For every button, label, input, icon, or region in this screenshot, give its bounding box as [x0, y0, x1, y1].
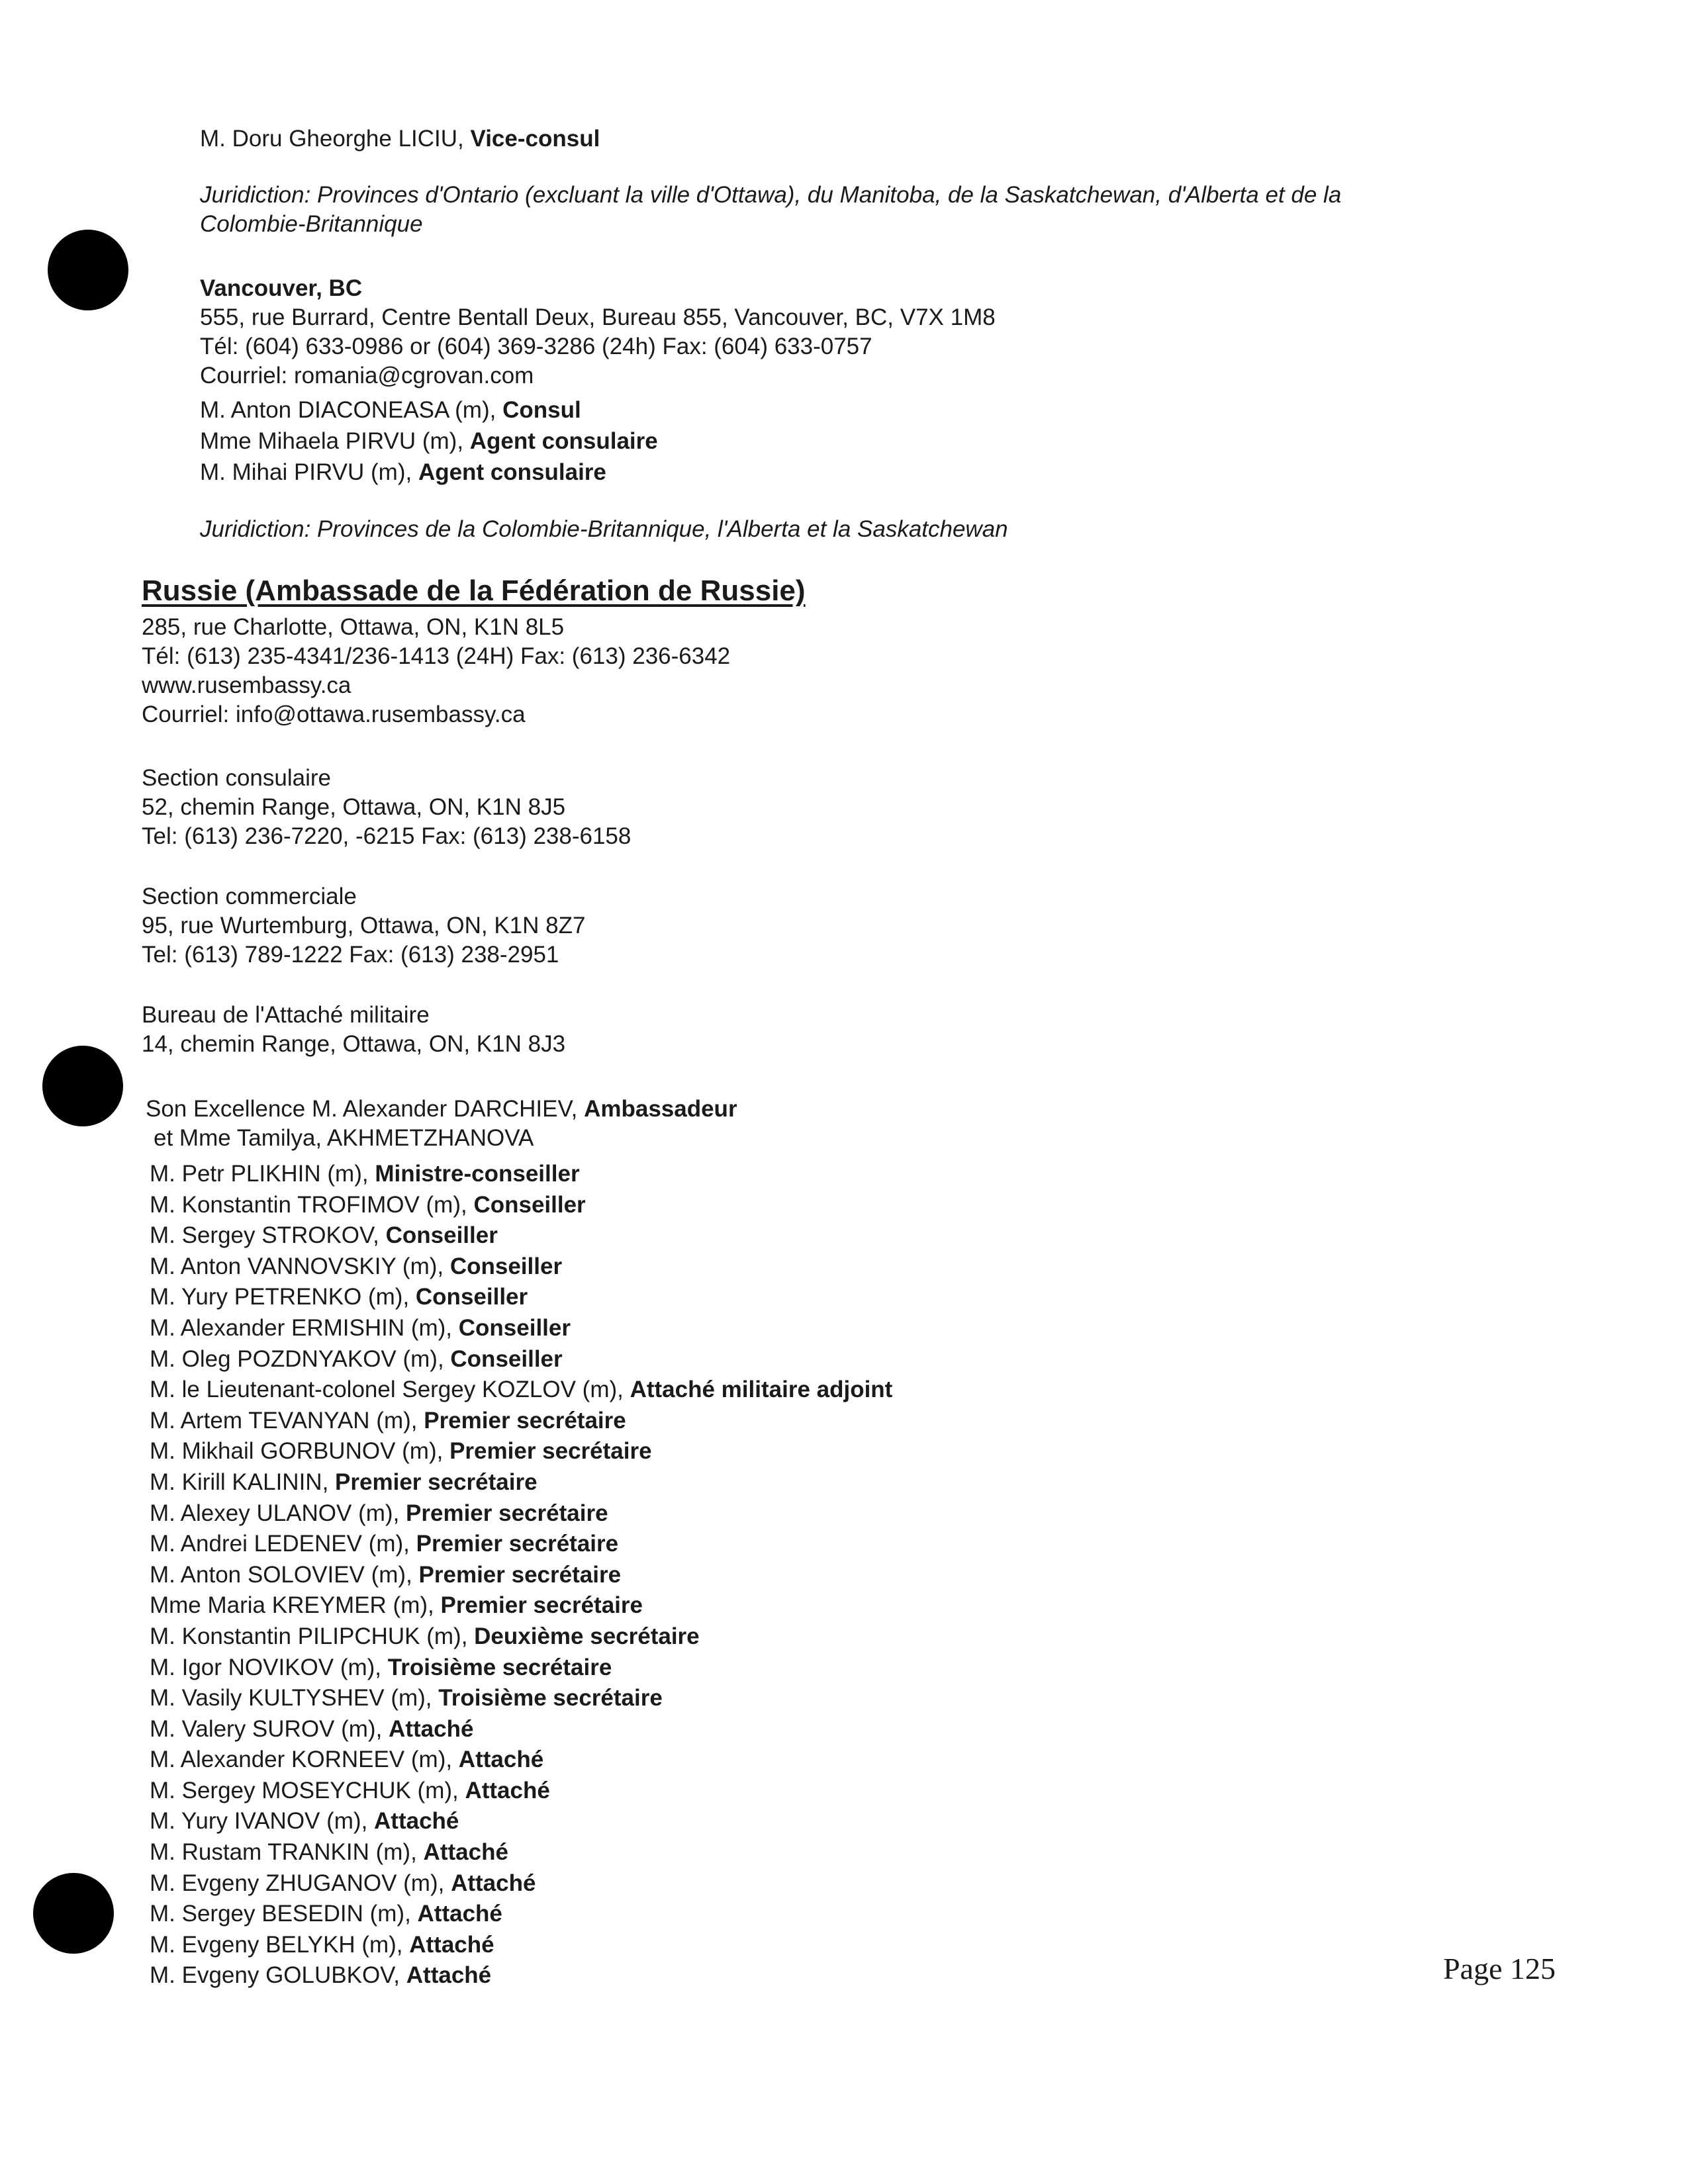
staff-name: M. Sergey MOSEYCHUK (m), — [150, 1777, 465, 1803]
staff-row — [150, 1621, 892, 1653]
staff-title: Agent consulaire — [418, 459, 606, 485]
staff-name: M. Evgeny ZHUGANOV (m), — [150, 1870, 451, 1896]
staff-row — [150, 1930, 892, 1961]
staff-title: Attaché — [406, 1962, 492, 1989]
staff-row — [150, 1683, 892, 1714]
staff-name: M. Doru Gheorghe LICIU, — [200, 126, 471, 152]
staff-title: Premier secrétaire — [449, 1438, 652, 1465]
staff-title: Premier secrétaire — [416, 1531, 619, 1557]
address: 555, rue Burrard, Centre Bentall Deux, Bureau 855, Vancouver, BC, V7X 1M8 — [200, 304, 996, 330]
punch-hole-middle — [42, 1046, 123, 1126]
jurisdiction-vancouver: Juridiction: Provinces de la Colombie-Britannique, l'Alberta et la Saskatchewan — [200, 516, 1008, 542]
staff-name: M. Vasily KULTYSHEV (m), — [150, 1685, 439, 1711]
punch-hole-top — [48, 230, 128, 310]
staff-name: M. Konstantin PILIPCHUK (m), — [150, 1623, 475, 1649]
staff-row — [150, 1375, 892, 1406]
staff-row — [150, 1868, 892, 1899]
staff-title: Agent consulaire — [469, 428, 658, 454]
page-number: Page 125 — [1443, 1952, 1556, 1985]
staff-row — [150, 1159, 892, 1190]
staff-row — [150, 1406, 892, 1437]
staff-name: M. Petr PLIKHIN (m), — [150, 1161, 375, 1187]
staff-row — [150, 1560, 892, 1591]
staff-title: Deuxième secrétaire — [474, 1623, 700, 1649]
staff-title: Attaché — [423, 1839, 508, 1866]
staff-name: M. Alexander KORNEEV (m), — [150, 1747, 459, 1773]
staff-title: Premier secrétaire — [424, 1407, 626, 1433]
staff-title: Conseiller — [458, 1314, 571, 1341]
vancouver-consulate — [200, 274, 996, 390]
staff-name: M. le Lieutenant-colonel Sergey KOZLOV (m), — [150, 1377, 630, 1403]
staff-row — [150, 1190, 892, 1221]
section-heading-russia: Russie (Ambassade de la Fédération de Russie) — [142, 574, 806, 607]
staff-title: Attaché militaire adjoint — [630, 1377, 893, 1403]
staff-name: M. Anton DIACONEASA (m), — [200, 397, 503, 423]
staff-row — [150, 1313, 892, 1344]
staff-title: Attaché — [374, 1808, 459, 1835]
jurisdiction-line: Colombie-Britannique — [200, 211, 423, 237]
staff-title: Conseiller — [415, 1284, 528, 1310]
phone: Tel: (613) 236-7220, -6215 Fax: (613) 238-6158 — [142, 823, 632, 849]
staff-title: Conseiller — [473, 1191, 586, 1218]
website: www.rusembassy.ca — [142, 672, 352, 698]
phone: Tél: (613) 235-4341/236-1413 (24H) Fax: (613) 236-6342 — [142, 643, 731, 669]
section-title: Bureau de l'Attaché militaire — [142, 1002, 430, 1028]
staff-row — [150, 1436, 892, 1467]
address: 285, rue Charlotte, Ottawa, ON, K1N 8L5 — [142, 614, 565, 640]
staff-title: Premier secrétaire — [406, 1500, 608, 1526]
staff-name: M. Yury PETRENKO (m), — [150, 1284, 416, 1310]
staff-list — [150, 1159, 892, 1991]
staff-row — [150, 1714, 892, 1745]
staff-name: M. Alexey ULANOV (m), — [150, 1500, 406, 1526]
staff-row — [150, 1251, 892, 1283]
staff-title: Premier secrétaire — [418, 1561, 622, 1588]
staff-row — [150, 1837, 892, 1868]
staff-title: Premier secrétaire — [440, 1592, 643, 1619]
staff-row — [150, 1806, 892, 1837]
staff-title: Ministre-conseiller — [375, 1161, 580, 1187]
staff-title: Attaché — [409, 1931, 494, 1958]
staff-title: Conseiller — [385, 1222, 498, 1249]
staff-name: Mme Mihaela PIRVU (m), — [200, 428, 470, 454]
staff-row — [150, 1282, 892, 1313]
staff-row — [150, 1590, 892, 1621]
section-title: Section consulaire — [142, 765, 331, 791]
jurisdiction-line: Juridiction: Provinces d'Ontario (excluant la ville d'Ottawa), du Manitoba, de la Saskatchewan, d'Alberta et de la — [200, 182, 1342, 208]
staff-title: Attaché — [417, 1901, 502, 1927]
staff-title: Conseiller — [449, 1253, 563, 1279]
staff-name: M. Sergey BESEDIN (m), — [150, 1901, 418, 1927]
staff-title: Attaché — [451, 1870, 536, 1896]
staff-name: M. Sergey STROKOV, — [150, 1222, 386, 1249]
staff-row — [150, 1529, 892, 1560]
staff-name: M. Konstantin TROFIMOV (m), — [150, 1191, 474, 1218]
address: 52, chemin Range, Ottawa, ON, K1N 8J5 — [142, 794, 566, 820]
staff-title: Conseiller — [450, 1345, 563, 1372]
jurisdiction-ontario — [200, 181, 1341, 239]
staff-title: Troisième secrétaire — [438, 1685, 663, 1711]
staff-row — [150, 1899, 892, 1930]
staff-title: Attaché — [389, 1715, 474, 1742]
staff-name: M. Evgeny GOLUBKOV, — [150, 1962, 406, 1989]
phone: Tél: (604) 633-0986 or (604) 369-3286 (24h) Fax: (604) 633-0757 — [200, 334, 872, 359]
staff-row — [150, 1653, 892, 1684]
staff-name: M. Evgeny BELYKH (m), — [150, 1931, 410, 1958]
city-heading: Vancouver, BC — [200, 275, 363, 301]
staff-title: Attaché — [458, 1747, 544, 1773]
phone: Tel: (613) 789-1222 Fax: (613) 238-2951 — [142, 942, 559, 968]
vice-consul-entry — [200, 124, 600, 154]
staff-title: Vice-consul — [470, 126, 600, 152]
address: 95, rue Wurtemburg, Ottawa, ON, K1N 8Z7 — [142, 913, 586, 938]
staff-name: M. Valery SUROV (m), — [150, 1715, 389, 1742]
staff-name: M. Igor NOVIKOV (m), — [150, 1654, 388, 1680]
staff-title: Attaché — [465, 1777, 550, 1803]
staff-name: M. Alexander ERMISHIN (m), — [150, 1314, 459, 1341]
staff-row — [150, 1960, 892, 1991]
staff-row — [150, 1344, 892, 1375]
staff-name: M. Mihai PIRVU (m), — [200, 459, 418, 485]
staff-title: Premier secrétaire — [335, 1469, 538, 1495]
staff-name: M. Anton SOLOVIEV (m), — [150, 1561, 419, 1588]
section-title: Section commerciale — [142, 884, 357, 909]
email: Courriel: romania@cgrovan.com — [200, 363, 534, 388]
consular-section — [142, 764, 631, 851]
staff-title: Troisième secrétaire — [387, 1654, 612, 1680]
staff-row — [150, 1776, 892, 1807]
email: Courriel: info@ottawa.rusembassy.ca — [142, 702, 526, 727]
staff-name: Son Excellence M. Alexander DARCHIEV, — [146, 1096, 585, 1122]
staff-name: M. Mikhail GORBUNOV (m), — [150, 1438, 450, 1465]
staff-row — [150, 1220, 892, 1251]
staff-name: M. Artem TEVANYAN (m), — [150, 1407, 424, 1433]
staff-title: Ambassadeur — [584, 1096, 737, 1122]
staff-row — [150, 1498, 892, 1529]
ambassador-entry — [146, 1095, 737, 1153]
punch-hole-bottom — [33, 1873, 114, 1954]
staff-name: M. Kirill KALININ, — [150, 1469, 336, 1495]
military-attache-office — [142, 1001, 565, 1059]
staff-row — [150, 1745, 892, 1776]
embassy-contact — [142, 613, 730, 729]
spouse: et Mme Tamilya, AKHMETZHANOVA — [154, 1125, 534, 1151]
vancouver-staff — [200, 394, 658, 488]
commercial-section — [142, 882, 585, 970]
staff-row — [150, 1467, 892, 1498]
staff-name: M. Anton VANNOVSKIY (m), — [150, 1253, 450, 1279]
staff-name: M. Yury IVANOV (m), — [150, 1808, 375, 1835]
address: 14, chemin Range, Ottawa, ON, K1N 8J3 — [142, 1031, 566, 1057]
staff-title: Consul — [502, 397, 581, 423]
staff-name: M. Andrei LEDENEV (m), — [150, 1531, 416, 1557]
staff-name: M. Oleg POZDNYAKOV (m), — [150, 1345, 451, 1372]
staff-name: M. Rustam TRANKIN (m), — [150, 1839, 424, 1866]
staff-name: Mme Maria KREYMER (m), — [150, 1592, 441, 1619]
